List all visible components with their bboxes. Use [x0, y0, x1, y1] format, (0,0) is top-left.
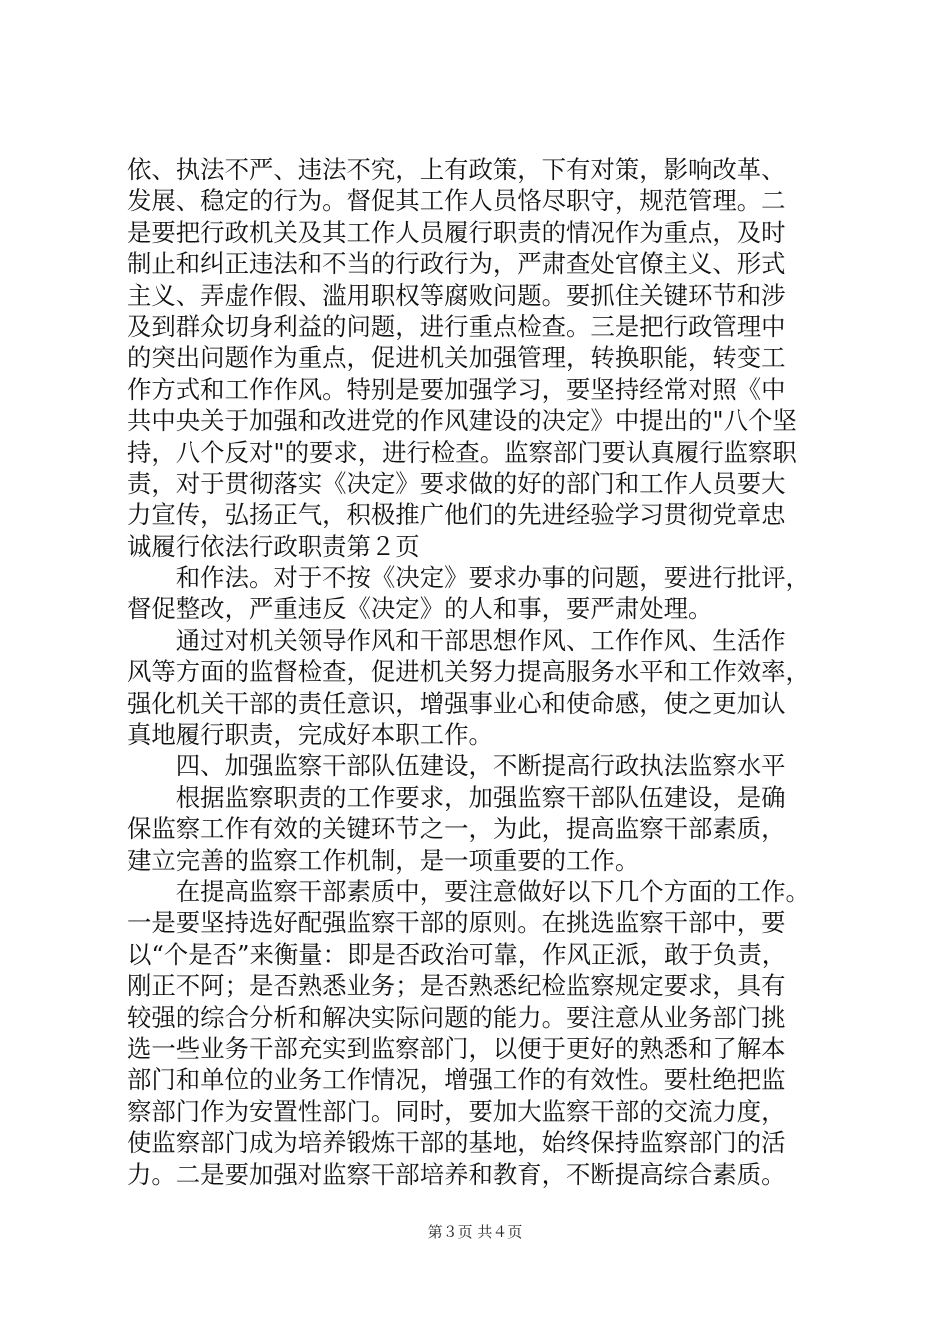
text-line: 力。二是要加强对监察干部培养和教育，不断提高综合素质。	[127, 1159, 786, 1189]
text-line: 共中央关于加强和改进党的作风建设的决定》中提出的"八个坚	[127, 406, 797, 436]
text-line: 及到群众切身利益的问题，进行重点检查。三是把行政管理中	[127, 311, 786, 341]
text-line: 依、执法不严、违法不究，上有政策，下有对策，影响改革、	[127, 155, 786, 184]
text-line: 使监察部门成为培养锻炼干部的基地，始终保持监察部门的活	[127, 1128, 786, 1158]
text-line: 真地履行职责，完成好本职工作。	[127, 720, 493, 750]
text-line: 较强的综合分析和解决实际问题的能力。要注意从业务部门挑	[127, 1002, 786, 1032]
text-line: 责，对于贯彻落实《决定》要求做的好的部门和工作人员要大	[127, 468, 786, 498]
text-line: 主义、弄虚作假、滥用职权等腐败问题。要抓住关键环节和涉	[127, 280, 786, 310]
text-line: 作方式和工作作风。特别是要加强学习，要坚持经常对照《中	[127, 374, 786, 404]
text-line: 根据监察职责的工作要求，加强监察干部队伍建设，是确	[127, 782, 786, 812]
text-line: 强化机关干部的责任意识，增强事业心和使命感，使之更加认	[127, 688, 786, 718]
document-body	[127, 154, 827, 1190]
text-line: 保监察工作有效的关键环节之一，为此，提高监察干部素质，	[127, 814, 786, 844]
text-line: 以“个是否”来衡量：即是否政治可靠，作风正派，敢于负责，	[127, 939, 787, 969]
text-line: 部门和单位的业务工作情况，增强工作的有效性。要杜绝把监	[127, 1065, 786, 1095]
text-line: 察部门作为安置性部门。同时，要加大监察干部的交流力度，	[127, 1096, 786, 1126]
text-line: 建立完善的监察工作机制，是一项重要的工作。	[127, 845, 640, 875]
text-line: 一是要坚持选好配强监察干部的原则。在挑选监察干部中，要	[127, 908, 786, 938]
text-line: 四、加强监察干部队伍建设，不断提高行政执法监察水平	[127, 751, 786, 781]
text-line: 通过对机关领导作风和干部思想作风、工作作风、生活作	[127, 625, 786, 655]
text-line: 督促整改，严重违反《决定》的人和事，要严肃处理。	[127, 594, 713, 624]
text-line: 风等方面的监督检查，促进机关努力提高服务水平和工作效率，	[127, 657, 810, 687]
text-line: 发展、稳定的行为。督促其工作人员恪尽职守，规范管理。二	[127, 186, 786, 216]
text-line: 制止和纠正违法和不当的行政行为，严肃查处官僚主义、形式	[127, 249, 786, 279]
text-line: 诚履行依法行政职责第２页	[127, 531, 420, 561]
text-line: 是要把行政机关及其工作人员履行职责的情况作为重点，及时	[127, 217, 786, 247]
text-line: 的突出问题作为重点，促进机关加强管理，转换职能，转变工	[127, 343, 786, 373]
text-line: 刚正不阿；是否熟悉业务；是否熟悉纪检监察规定要求，具有	[127, 971, 786, 1001]
text-line: 选一些业务干部充实到监察部门，以便于更好的熟悉和了解本	[127, 1033, 786, 1063]
text-line: 和作法。对于不按《决定》要求办事的问题，要进行批评，	[127, 563, 810, 593]
page-footer: 第３页 共４页	[427, 1223, 523, 1241]
text-line: 在提高监察干部素质中，要注意做好以下几个方面的工作。	[127, 876, 810, 906]
text-line: 力宣传，弘扬正气，积极推广他们的先进经验学习贯彻党章忠	[127, 500, 786, 530]
text-line: 持，八个反对"的要求，进行检查。监察部门要认真履行监察职	[127, 437, 797, 467]
